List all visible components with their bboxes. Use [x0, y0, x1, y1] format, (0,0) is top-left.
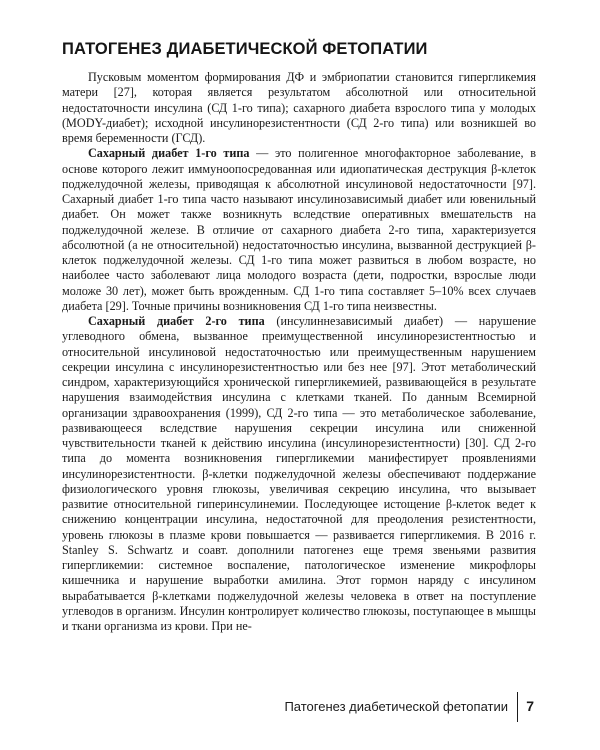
paragraph-intro-text: Пусковым моментом формирования ДФ и эмбриопатии становится гипергликемия матери [27], которая является результатом абсолютной или относительной недостаточности инсулина (СД 1-го типа); сахарного диабета взрослого типа у молодых (MODY-диабет); исходной инсулинорезистентности (СД 2-го типа) или возникшей во время беременности (ГСД). [62, 70, 536, 145]
body-text [62, 70, 536, 634]
section-heading: ПАТОГЕНЕЗ ДИАБЕТИЧЕСКОЙ ФЕТОПАТИИ [62, 40, 428, 58]
paragraph-type1 [62, 146, 536, 314]
footer-divider [517, 692, 519, 722]
paragraph-type1-text: — это полигенное многофакторное заболевание, в основе которого лежит иммуноопосредованная или идиопатическая деструкция β-клеток поджелудочной железы, приводящая к абсолютной инсулиновой недостаточности [97]. Сахарный диабет 1-го типа часто называют инсулинозависимый диабет или ювенильный диабет. Он может также возникнуть вследствие оперативных вмешательств на поджелудочной железе. В отличие от сахарного диабета 2-го типа, характеризуется абсолютной (а не относительной) недостаточностью инсулина, вызванной деструкцией β-клеток поджелудочной железы. СД 1-го типа может развиться в любом возрасте, но наиболее часто заболевают лица молодого возраста (дети, подростки, взрослые люди моложе 30 лет), может быть врожденным. СД 1-го типа составляет 5–10% всех случаев диабета [29]. Точные причины возникновения СД 1-го типа неизвестны. [62, 146, 536, 313]
term-type1: Сахарный диабет 1-го типа [88, 146, 250, 161]
paragraph-type2 [62, 314, 536, 634]
paragraph-type2-text: (инсулиннезависимый диабет) — нарушение углеводного обмена, вызванное преимущественной инсулинорезистентностью и относительной инсулиновой недостаточностью или преимущественным нарушением секреции инсулина с инсулинорезистентностью или без нее [97]. Этот метаболический синдром, характеризующийся хронической гипергликемией, развивающейся в результате нарушения взаимодействия инсулина с клетками тканей. По данным Всемирной организации здравоохранения (1999), СД 2-го типа — это метаболическое заболевание, развивающееся вследствие нарушения секреции инсулина или сниженной чувствительности тканей к действию инсулина (инсулинорезистентности) [30]. СД 2-го типа до момента возникновения гипергликемии манифестирует проявлениями инсулинорезистентности. β-клетки поджелудочной железы обеспечивают поддержание физиологического уровня глюкозы, увеличивая секрецию инсулина, что вызывает развитие относительной гиперинсулинемии. Последующее истощение β-клеток ведет к снижению концентрации инсулина, недостаточной для преодоления резистентности, уровень глюкозы в плазме крови повышается — развивается гипергликемия. В 2016 г. Stanley S. Schwartz и соавт. дополнили патогенез еще тремя звеньями развития гипергликемии: системное воспаление, патологическое изменение микрофлоры кишечника и нарушение выработки амилина. Этот гормон наряду с инсулином вырабатывается β-клетками поджелудочной железы человека в ответ на поступление углеводов в организм. Инсулин контролирует количество глюкозы, поступающее в мышцы и ткани организма из крови. При не- [62, 314, 536, 633]
page-footer [284, 692, 540, 722]
running-title: Патогенез диабетической фетопатии [284, 699, 508, 714]
paragraph-intro [62, 70, 536, 146]
term-type2: Сахарный диабет 2-го типа [88, 314, 265, 328]
page-number: 7 [526, 698, 534, 714]
